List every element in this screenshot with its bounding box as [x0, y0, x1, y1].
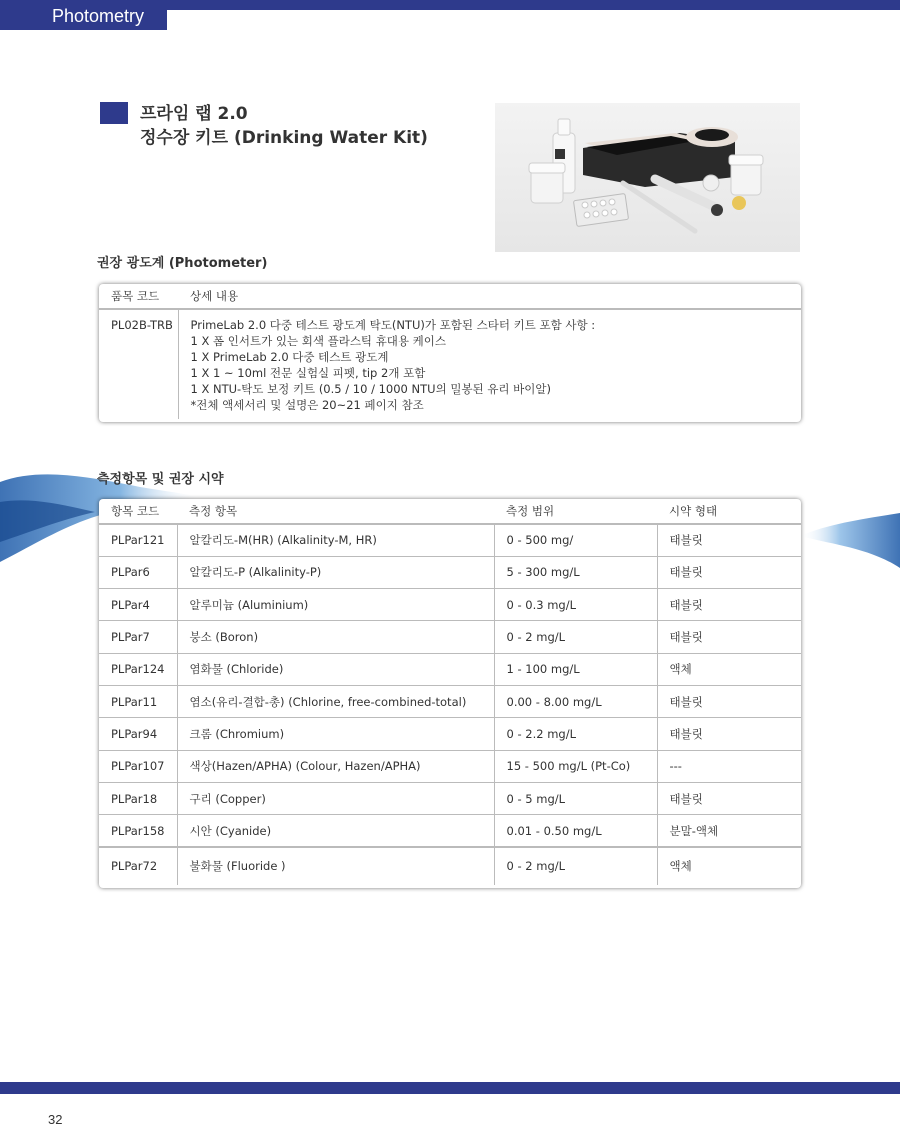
measurement-range: 1 - 100 mg/L: [494, 653, 657, 685]
parameters-heading: 측정항목 및 권장 시약: [97, 472, 224, 487]
item-code: PLPar7: [99, 621, 177, 653]
reagent-form: ---: [657, 750, 801, 782]
column-header: 품목 코드: [99, 284, 178, 309]
table-row: [99, 685, 801, 717]
detail-cell: [178, 309, 801, 419]
table-row: [99, 847, 801, 885]
item-code: PLPar121: [99, 524, 177, 556]
table-row: [99, 815, 801, 847]
page-number: 32: [48, 1112, 63, 1127]
reagent-form: 액체: [657, 847, 801, 885]
title-line-2: 정수장 키트 (Drinking Water Kit): [140, 128, 428, 148]
parameter-name: 불화물 (Fluoride ): [177, 847, 494, 885]
footer-band: [0, 1082, 900, 1094]
table-row: [99, 718, 801, 750]
table-row: [99, 309, 801, 419]
parameter-name: 시안 (Cyanide): [177, 815, 494, 847]
measurement-range: 0 - 2 mg/L: [494, 621, 657, 653]
product-photo: [495, 103, 800, 252]
parameter-name: 붕소 (Boron): [177, 621, 494, 653]
parameter-name: 구리 (Copper): [177, 782, 494, 814]
table-row: [99, 621, 801, 653]
column-header: 측정 범위: [494, 499, 657, 524]
item-code: PLPar11: [99, 685, 177, 717]
parameter-name: 알칼리도-P (Alkalinity-P): [177, 556, 494, 588]
detail-line: *전체 액세서리 및 설명은 20~21 페이지 참조: [190, 398, 424, 412]
table-row: [99, 653, 801, 685]
column-header: 시약 형태: [657, 499, 801, 524]
parameter-name: 염소(유리-결합-총) (Chlorine, free-combined-total): [177, 685, 494, 717]
item-code: PLPar158: [99, 815, 177, 847]
item-code: PLPar94: [99, 718, 177, 750]
reagent-form: 태블릿: [657, 589, 801, 621]
column-header: 항목 코드: [99, 499, 177, 524]
detail-line: 1 X 1 ~ 10ml 전문 실험실 피펫, tip 2개 포함: [190, 366, 426, 380]
reagent-form: 태블릿: [657, 621, 801, 653]
measurement-range: 0.00 - 8.00 mg/L: [494, 685, 657, 717]
measurement-range: 0.01 - 0.50 mg/L: [494, 815, 657, 847]
parameter-name: 염화물 (Chloride): [177, 653, 494, 685]
table-header-row: [99, 499, 801, 524]
table-row: [99, 750, 801, 782]
measurement-range: 0 - 2.2 mg/L: [494, 718, 657, 750]
reagent-form: 태블릿: [657, 556, 801, 588]
measurement-range: 0 - 500 mg/: [494, 524, 657, 556]
item-code: PLPar124: [99, 653, 177, 685]
item-code: PLPar6: [99, 556, 177, 588]
reagent-form: 태블릿: [657, 718, 801, 750]
table-header-row: [99, 284, 801, 309]
table-row: [99, 782, 801, 814]
photometer-heading: 권장 광도계 (Photometer): [97, 256, 268, 271]
detail-line: 1 X PrimeLab 2.0 다중 테스트 광도계: [190, 350, 389, 364]
detail-line: PrimeLab 2.0 다중 테스트 광도계 탁도(NTU)가 포함된 스타터 키트 포함 사항 :: [190, 318, 596, 332]
parameter-name: 크롬 (Chromium): [177, 718, 494, 750]
table-row: [99, 556, 801, 588]
measurement-range: 5 - 300 mg/L: [494, 556, 657, 588]
column-header: 상세 내용: [178, 284, 801, 309]
measurement-range: 15 - 500 mg/L (Pt-Co): [494, 750, 657, 782]
item-code: PL02B-TRB: [99, 309, 178, 419]
reagent-form: 태블릿: [657, 685, 801, 717]
parameters-table: [99, 499, 801, 888]
measurement-range: 0 - 0.3 mg/L: [494, 589, 657, 621]
title-line-1: 프라임 랩 2.0: [140, 104, 248, 124]
detail-line: 1 X 폼 인서트가 있는 회색 플라스틱 휴대용 케이스: [190, 334, 447, 348]
measurement-range: 0 - 5 mg/L: [494, 782, 657, 814]
measurement-range: 0 - 2 mg/L: [494, 847, 657, 885]
photometer-table: [99, 284, 801, 422]
parameter-name: 색상(Hazen/APHA) (Colour, Hazen/APHA): [177, 750, 494, 782]
reagent-form: 액체: [657, 653, 801, 685]
table-row: [99, 589, 801, 621]
item-code: PLPar107: [99, 750, 177, 782]
title-marker: [100, 102, 128, 124]
reagent-form: 태블릿: [657, 524, 801, 556]
page-title: [140, 102, 428, 150]
reagent-form: 분말-액체: [657, 815, 801, 847]
section-tab: Photometry: [0, 0, 167, 30]
table-row: [99, 524, 801, 556]
item-code: PLPar18: [99, 782, 177, 814]
detail-line: 1 X NTU-탁도 보정 키트 (0.5 / 10 / 1000 NTU의 밀봉된 유리 바이알): [190, 382, 551, 396]
item-code: PLPar4: [99, 589, 177, 621]
parameter-name: 알칼리도-M(HR) (Alkalinity-M, HR): [177, 524, 494, 556]
item-code: PLPar72: [99, 847, 177, 885]
reagent-form: 태블릿: [657, 782, 801, 814]
column-header: 측정 항목: [177, 499, 494, 524]
parameter-name: 알루미늄 (Aluminium): [177, 589, 494, 621]
